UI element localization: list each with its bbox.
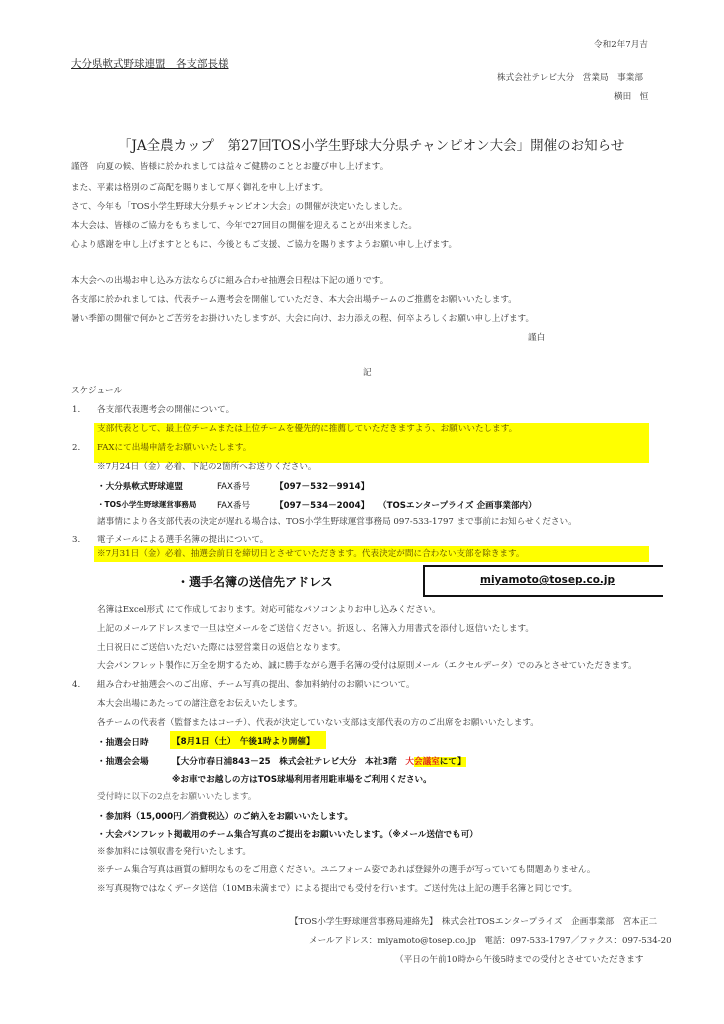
fax-label-2: FAX番号: [217, 501, 251, 511]
section-2-number: 2.: [72, 443, 81, 453]
reception-line: 受付時に以下の2点をお願いいたします。: [97, 792, 257, 802]
section-2-deadline: ※7月24日（金）必着、下記の2箇所へお送りください。: [97, 462, 317, 472]
footer-contact: 【TOS小学生野球運営事務局連絡先】 株式会社TOSエンタープライズ 企画事業部 宮本正二: [290, 917, 658, 927]
section-3-highlight: ※7月31日（金）必着、抽選会前日を締切日とさせていただきます。代表決定が間に合わない支部を除きます。: [97, 549, 525, 559]
section-4-note: ※写真現物ではなくデータ送信（10MB未満まで）による提出でも受付を行います。ご送付先は上記の選手名簿と同じです。: [97, 884, 578, 894]
fax-label-1: FAX番号: [217, 482, 251, 492]
intro-line: 本大会は、皆様のご協力をもちまして、今年で27回目の開催を迎えることが出来ました。: [71, 221, 417, 231]
document-date: 令和2年7月吉: [594, 40, 648, 50]
draw-venue-room-red: 大: [405, 757, 414, 767]
section-4-note: ※参加料には領収書を発行いたします。: [97, 847, 252, 857]
intro-line: 心より感謝を申し上げますとともに、今後ともご支援、ご協力を賜りますようお願い申し上げます。: [71, 240, 458, 250]
section-3-title: 電子メールによる選手名簿の提出について。: [97, 535, 269, 545]
section-4-note: ※チーム集合写真は画質の鮮明なものをご用意ください。ユニフォーム姿であれば登録外の選手が写っていても問題ありません。: [97, 865, 596, 875]
fax-org-2: ・TOS小学生野球運営事務局: [97, 500, 197, 509]
draw-date-label: ・抽選会日時: [97, 738, 149, 748]
email-address[interactable]: miyamoto@tosep.co.jp: [480, 574, 616, 586]
draw-venue-address: 【大分市春日浦843－25 株式会社テレビ大分 本社3階: [172, 757, 406, 767]
body-line: 各支部に於かれましては、代表チーム選考会を開催していただき、本大会出場チームのご推薦をお願いいたします。: [71, 295, 517, 305]
closing: 謹白: [528, 333, 546, 343]
intro-line: 謹啓 向夏の候、皆様に於かれましては益々ご健勝のこととお慶び申し上げます。: [71, 162, 389, 172]
section-2-title: FAXにて出場申請をお願いいたします。: [97, 443, 252, 453]
section-3-note: 大会パンフレット製作に万全を期するため、誠に勝手ながら選手名簿の受付は原則メール（エクセルデータ）でのみとさせていただきます。: [97, 661, 637, 671]
reception-item: ・大会パンフレット掲載用のチーム集合写真のご提出をお願いいたします。（※メール送信でも可）: [97, 830, 478, 840]
section-3-note: 名簿はExcel形式 にて作成しております。対応可能なパソコンよりお申し込みください。: [97, 605, 441, 615]
fax-note-2: （TOSエンタープライズ 企画事業部内）: [378, 501, 537, 511]
section-3-note: 上記のメールアドレスまで一旦は空メールをご送信ください。折返し、名簿入力用書式を添付し返信いたします。: [97, 624, 534, 634]
ki-heading: 記: [363, 368, 372, 378]
draw-venue: [172, 755, 466, 767]
fax-org-1: ・大分県軟式野球連盟: [97, 482, 183, 492]
footer-hours: （平日の午前10時から午後5時までの受付とさせていただきます: [395, 955, 644, 965]
parking-note: ※お車でお越しの方はTOS球場利用者用駐車場をご利用ください。: [172, 775, 432, 785]
address-label: ・選手名簿の送信先アドレス: [177, 575, 333, 589]
draw-venue-label: ・抽選会会場: [97, 757, 149, 767]
sender-name: 横田 恒: [614, 92, 649, 102]
draw-venue-suffix: にて】: [439, 757, 466, 767]
fax-number-2: 【097－534－2004】: [275, 501, 370, 511]
body-line: 本大会への出場お申し込み方法ならびに組み合わせ抽選会日程は下記の通りです。: [71, 276, 389, 286]
section-1-number: 1.: [72, 405, 81, 415]
section-3-number: 3.: [72, 535, 81, 545]
section-3-note: 土日祝日にご送信いただいた際には翌営業日の返信となります。: [97, 643, 346, 653]
intro-line: また、平素は格別のご高配を賜りまして厚く御礼を申し上げます。: [71, 183, 329, 193]
section-4-number: 4.: [72, 680, 81, 690]
draw-date: 【8月1日（土） 午後1時より開催】: [172, 737, 315, 747]
section-1-title: 各支部代表選考会の開催について。: [97, 405, 235, 415]
section-2-note: 諸事情により各支部代表の決定が遅れる場合は、TOS小学生野球運営事務局 097-533-1797 まで事前にお知らせください。: [97, 517, 577, 527]
section-4-title: 組み合わせ抽選会へのご出席、チーム写真の提出、参加料納付のお願いについて。: [97, 680, 415, 690]
draw-venue-room-highlight: 会議室: [413, 757, 440, 767]
document-title: 「JA全農カップ 第27回TOS小学生野球大分県チャンピオン大会」開催のお知らせ: [118, 138, 625, 154]
section-1-highlight: 支部代表として、最上位チームまたは上位チームを優先的に推薦していただきますよう、お願いいたします。: [97, 424, 518, 434]
body-line: 暑い季節の開催で何かとご苦労をお掛けいたしますが、大会に向け、お力添えの程、何卒よろしくお願い申し上げます。: [71, 314, 535, 324]
sender-org: 株式会社テレビ大分 営業局 事業部: [497, 73, 643, 83]
section-4-line: 各チームの代表者（監督またはコーチ）、代表が決定していない支部は支部代表の方のご出席をお願いいたします。: [97, 718, 539, 728]
intro-line: さて、今年も「TOS小学生野球大分県チャンピオン大会」の開催が決定いたしました。: [71, 202, 408, 212]
fax-number-1: 【097－532－9914】: [275, 482, 370, 492]
section-4-line: 本大会出場にあたっての諸注意をお伝えいたします。: [97, 699, 303, 709]
recipient: 大分県軟式野球連盟 各支部長様: [71, 58, 229, 70]
schedule-label: スケジュール: [71, 386, 123, 396]
footer-contact-details: メールアドレス：miyamoto@tosep.co.jp 電話：097-533-1797／ファクス：097-534-20: [309, 936, 672, 946]
reception-item: ・参加料（15,000円／消費税込）のご納入をお願いいたします。: [97, 812, 353, 822]
